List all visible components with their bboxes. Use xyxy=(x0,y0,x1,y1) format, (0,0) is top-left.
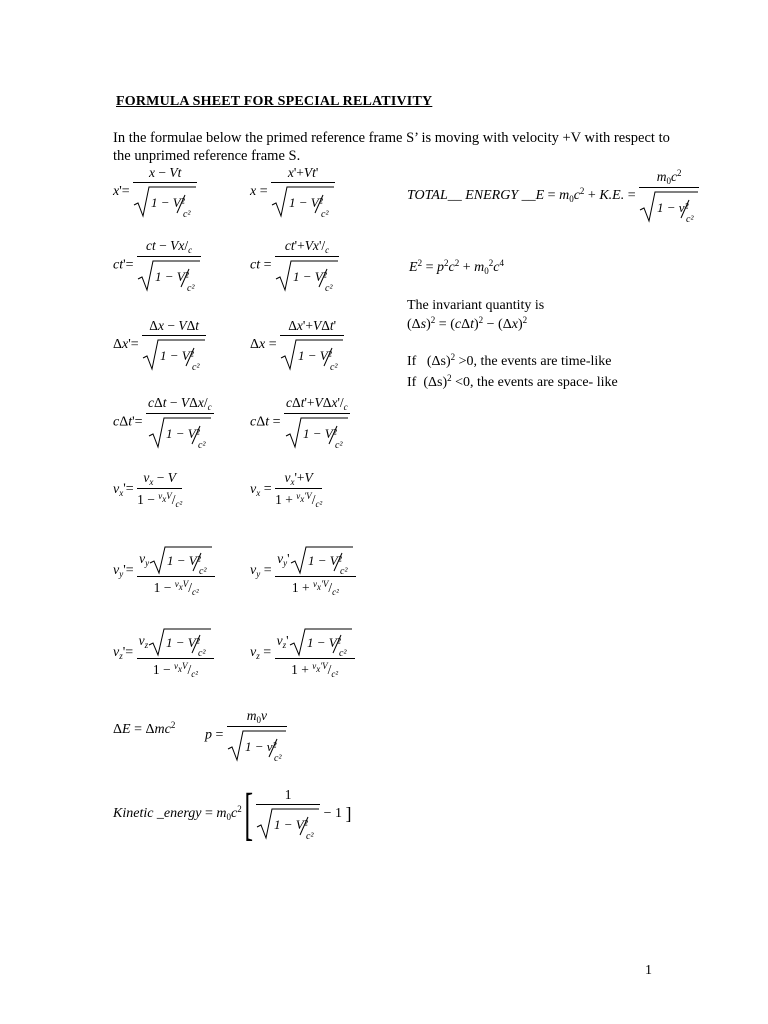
svg-text:c²: c² xyxy=(338,648,347,657)
formula-ct-prime: ct'= ct − $Vx/_c$ 1 − V² c² xyxy=(113,238,201,293)
svg-text:1 − v²: 1 − v² xyxy=(657,200,689,215)
formula-x: x = x'+Vt' 1 − V² c² xyxy=(250,165,335,219)
svg-text:c²: c² xyxy=(339,566,347,575)
formula-energy-momentum: $E^2 = p^2c^2 + m_0^2c^4$ xyxy=(409,258,504,276)
svg-text:1 − V²: 1 − V² xyxy=(166,635,200,650)
formula-mass-energy: ΔE = Δmc$^2$ xyxy=(113,720,176,737)
formula-c-delta-t: cΔt = $c\Delta t'+V\Delta x'/_c$ 1 − V² c² xyxy=(250,395,348,450)
svg-text:c²: c² xyxy=(199,566,207,575)
timelike-note: If $(\Delta s)^2 >0$, the events are time-like xyxy=(407,352,612,369)
formula-vx: $v_x$ = $\frac{v_x'+V}{1 + ^{v_x'V}/_{c^2}}$ xyxy=(250,470,323,509)
svg-text:1 − V²: 1 − V² xyxy=(160,348,194,363)
formula-c-delta-t-prime: cΔt'= cΔt − VΔx/$_c$ 1 − V² c² xyxy=(113,395,212,450)
svg-text:1 − V²: 1 − V² xyxy=(274,817,308,832)
svg-text:1 − V²: 1 − V² xyxy=(289,195,323,210)
svg-text:1 − V²: 1 − V² xyxy=(307,553,342,568)
spacelike-note: If $(\Delta s)^2 <0$, the events are space- like xyxy=(407,373,618,390)
svg-text:c²: c² xyxy=(187,283,195,293)
svg-text:c²: c² xyxy=(334,440,343,450)
formula-vz-prime: $v_z'=$ $v_z$ 1 − V² c² $1 - ^{v_xV}/_{c^2}$ xyxy=(113,627,214,679)
formula-total-energy: TOTAL__ ENERGY __E = $m_0c^2 + K.E$. = $m_0c^2$ 1 − v² c² xyxy=(407,168,699,224)
svg-text:1 − v²: 1 − v² xyxy=(244,739,277,754)
svg-text:1 − V²: 1 − V² xyxy=(293,269,327,284)
formula-vz: $v_z$ = $v_z'$ 1 − V² c² $1 + ^{v_x'V}/_{c^2}$ xyxy=(250,627,355,679)
page-title: FORMULA SHEET FOR SPECIAL RELATIVITY xyxy=(116,94,433,109)
svg-text:1 − V²: 1 − V² xyxy=(155,269,189,284)
svg-text:c²: c² xyxy=(321,209,329,219)
formula-momentum: p = $m_0v$ 1 − v² c² xyxy=(205,708,287,763)
intro-paragraph: In the formulae below the primed reference frame S’ is moving with velocity +V with respect to the unprimed reference frame S. xyxy=(113,130,670,164)
svg-text:c²: c² xyxy=(273,753,282,763)
formula-delta-x-prime: Δx'= Δx − VΔt 1 − V² c² xyxy=(113,318,206,372)
invariant-heading: The invariant quantity is xyxy=(407,298,545,313)
svg-text:1 − V²: 1 − V² xyxy=(302,426,337,441)
svg-text:c²: c² xyxy=(192,362,200,372)
svg-text:1 − V²: 1 − V² xyxy=(298,348,332,363)
svg-text:1 − V²: 1 − V² xyxy=(167,553,201,568)
svg-text:c²: c² xyxy=(197,440,206,450)
page-number: 1 xyxy=(645,963,652,978)
formula-vy: $v_y$ = $v_y'$ 1 − V² c² $1 + ^{v_x'V}/_{c^2}$ xyxy=(250,545,356,597)
formula-kinetic-energy: Kinetic _energy = $m_0c^2$ [ 1 1 − V² c² − 1 ] xyxy=(113,781,352,846)
formula-vx-prime: $v_x'=$ $\frac{v_x - V}{1 - ^{v_xV}/_{c^2}}$ xyxy=(113,470,183,509)
formula-vy-prime: $v_y'=$ $v_y$ 1 − V² c² $1 - ^{v_xV}/_{c^2}$ xyxy=(113,545,215,597)
svg-text:c²: c² xyxy=(686,214,694,224)
formula-x-prime: x'= x − Vt 1 − V² c² xyxy=(113,165,197,219)
svg-text:c²: c² xyxy=(325,283,333,293)
svg-text:c²: c² xyxy=(306,831,314,841)
svg-text:1 − V²: 1 − V² xyxy=(165,426,200,441)
svg-text:1 − V²: 1 − V² xyxy=(151,195,185,210)
svg-text:c²: c² xyxy=(183,209,191,219)
svg-text:1 − V²: 1 − V² xyxy=(306,635,341,650)
invariant-formula: $(\Delta s)^2 = (c\Delta t)^2 - (\Delta x)^2$ xyxy=(407,315,528,332)
svg-text:c²: c² xyxy=(330,362,338,372)
formula-ct: ct = $ct'+Vx'/_c$ 1 − V² c² xyxy=(250,238,339,293)
svg-text:c²: c² xyxy=(198,648,206,657)
formula-delta-x: Δx = Δx'+VΔt' 1 − V² c² xyxy=(250,318,344,372)
